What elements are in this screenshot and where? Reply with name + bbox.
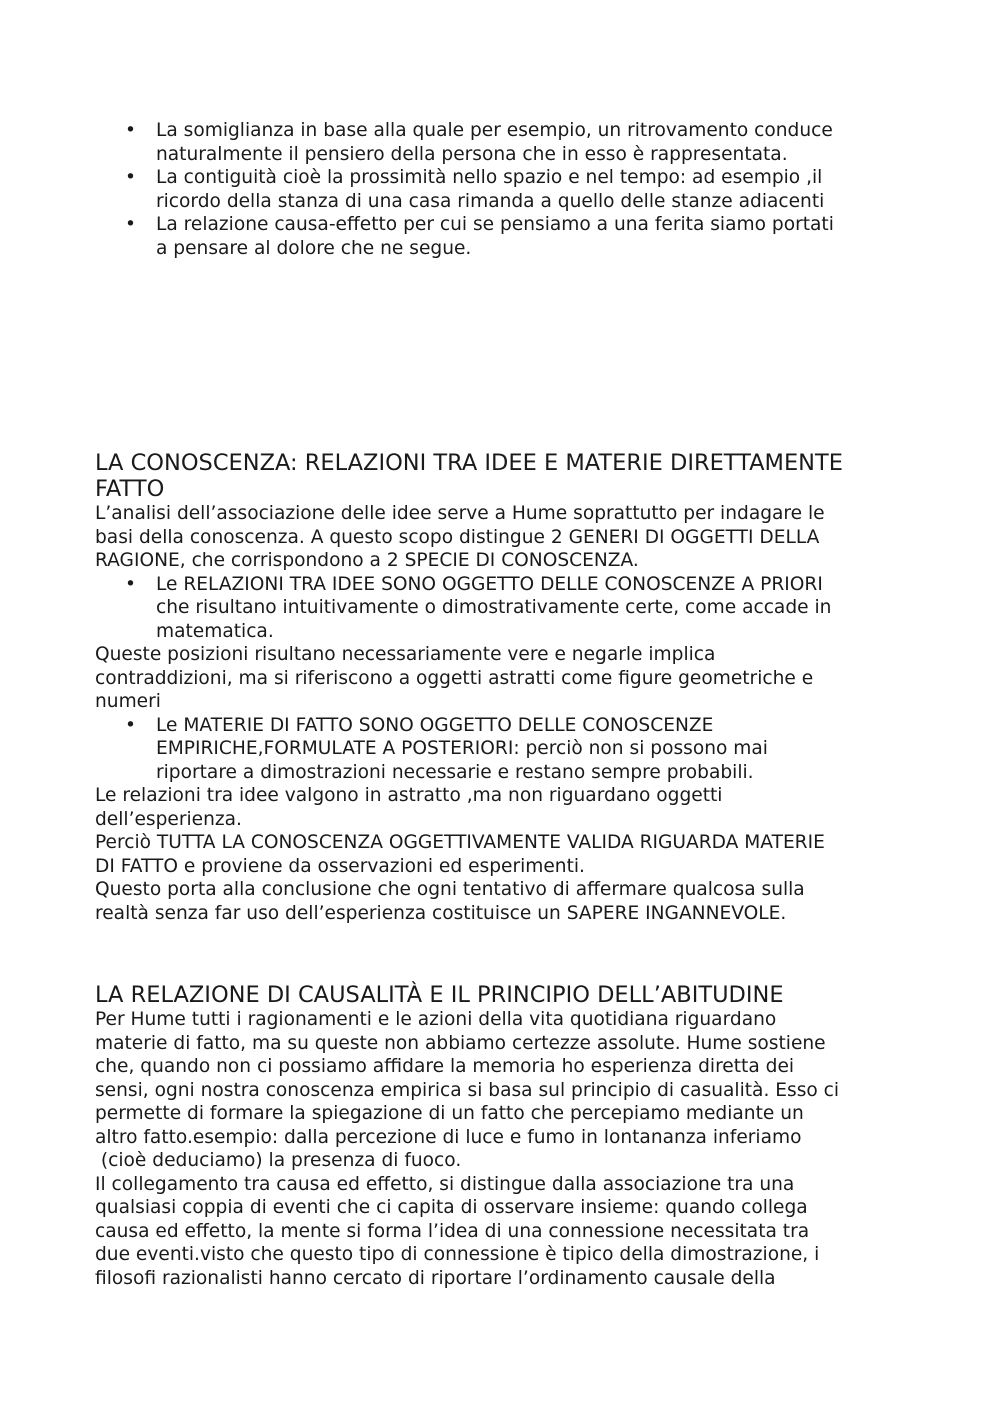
section-conoscenza: [95, 450, 915, 925]
bullet-icon: •: [125, 714, 136, 736]
text-line: ricordo della stanza di una casa rimanda a quello delle stanze adiacenti: [156, 190, 825, 212]
bullet-icon: •: [125, 120, 136, 141]
text-line: che risultano intuitivamente o dimostrativamente certe, come accade in: [156, 597, 832, 618]
list-item: [95, 573, 915, 644]
text-line: Perciò TUTTA LA CONOSCENZA OGGETTIVAMENTE VALIDA RIGUARDA MATERIE: [95, 832, 825, 853]
text-line: Le MATERIE DI FATTO SONO OGGETTO DELLE CONOSCENZE: [156, 714, 714, 736]
text-line: Questo porta alla conclusione che ogni tentativo di affermare qualcosa sulla: [95, 879, 805, 900]
text-line: Il collegamento tra causa ed effetto, si distingue dalla associazione tra una: [95, 1173, 795, 1195]
text-line: altro fatto.esempio: dalla percezione di luce e fumo in lontananza inferiamo: [95, 1126, 802, 1148]
text-line: basi della conoscenza. A questo scopo distingue 2 GENERI DI OGGETTI DELLA: [95, 526, 820, 548]
section-heading: [95, 982, 915, 1008]
text-line: La somiglianza in base alla quale per esempio, un ritrovamento conduce: [156, 120, 833, 141]
list-item: [95, 213, 915, 260]
text-line: due eventi.visto che questo tipo di connessione è tipico della dimostrazione, i: [95, 1244, 820, 1265]
section-causalita: [95, 982, 915, 1290]
text-line: Le RELAZIONI TRA IDEE SONO OGGETTO DELLE CONOSCENZE A PRIORI: [156, 573, 823, 595]
bullet-icon: •: [125, 167, 136, 188]
section-heading: [95, 450, 915, 502]
text-line: a pensare al dolore che ne segue.: [156, 237, 472, 259]
text-line: EMPIRICHE,FORMULATE A POSTERIORI: perciò non si possono mai: [156, 738, 768, 759]
text-line: (cioè deduciamo) la presenza di fuoco.: [95, 1150, 462, 1171]
text-line: materie di fatto, ma su queste non abbiamo certezze assolute. Hume sostiene: [95, 1032, 826, 1054]
paragraph: [95, 784, 915, 925]
text-line: realtà senza far uso dell’esperienza costituisce un SAPERE INGANNEVOLE.: [95, 902, 787, 924]
paragraph: [95, 1008, 915, 1290]
paragraph: [95, 643, 915, 714]
text-line: permette di formare la spiegazione di un fatto che percepiamo mediante un: [95, 1103, 804, 1124]
text-line: DI FATTO e proviene da osservazioni ed esperimenti.: [95, 855, 585, 877]
text-line: numeri: [95, 691, 161, 712]
list-item: [95, 166, 915, 213]
text-line: filosofi razionalisti hanno cercato di riportare l’ordinamento causale della: [95, 1267, 776, 1289]
text-line: causa ed effetto, la mente si forma l’idea di una connessione necessitata tra: [95, 1220, 810, 1242]
text-line: Le relazioni tra idee valgono in astratto ,ma non riguardano oggetti: [95, 785, 723, 806]
text-line: La contiguità cioè la prossimità nello spazio e nel tempo: ad esempio ,il: [156, 167, 823, 188]
heading-line: LA CONOSCENZA: RELAZIONI TRA IDEE E MATERIE DIRETTAMENTE: [95, 450, 843, 476]
text-line: contraddizioni, ma si riferiscono a oggetti astratti come figure geometriche e: [95, 667, 814, 689]
heading-line: LA RELAZIONE DI CAUSALITÀ E IL PRINCIPIO DELL’ABITUDINE: [95, 982, 784, 1008]
text-line: La relazione causa-effetto per cui se pensiamo a una ferita siamo portati: [156, 214, 834, 235]
text-line: riportare a dimostrazioni necessarie e restano sempre probabili.: [156, 761, 754, 783]
text-line: matematica.: [156, 620, 274, 642]
text-line: Per Hume tutti i ragionamenti e le azioni della vita quotidiana riguardano: [95, 1009, 777, 1030]
text-line: che, quando non ci possiamo affidare la memoria ho esperienza diretta dei: [95, 1056, 795, 1077]
text-line: dell’esperienza.: [95, 808, 242, 830]
text-line: L’analisi dell’associazione delle idee serve a Hume soprattutto per indagare le: [95, 503, 825, 524]
text-line: qualsiasi coppia di eventi che ci capita di osservare insieme: quando collega: [95, 1197, 808, 1218]
text-line: naturalmente il pensiero della persona che in esso è rappresentata.: [156, 143, 788, 165]
text-line: sensi, ogni nostra conoscenza empirica si basa sul principio di casualità. Esso ci: [95, 1079, 840, 1101]
text-line: RAGIONE, che corrispondono a 2 SPECIE DI CONOSCENZA.: [95, 550, 639, 571]
bullet-icon: •: [125, 214, 136, 235]
list-item: [95, 714, 915, 785]
paragraph: [95, 502, 915, 573]
list-item: [95, 119, 915, 166]
heading-line: FATTO: [95, 476, 165, 502]
intro-bullet-list: [95, 119, 915, 260]
bullet-icon: •: [125, 573, 136, 595]
text-line: Queste posizioni risultano necessariamente vere e negarle implica: [95, 644, 716, 665]
